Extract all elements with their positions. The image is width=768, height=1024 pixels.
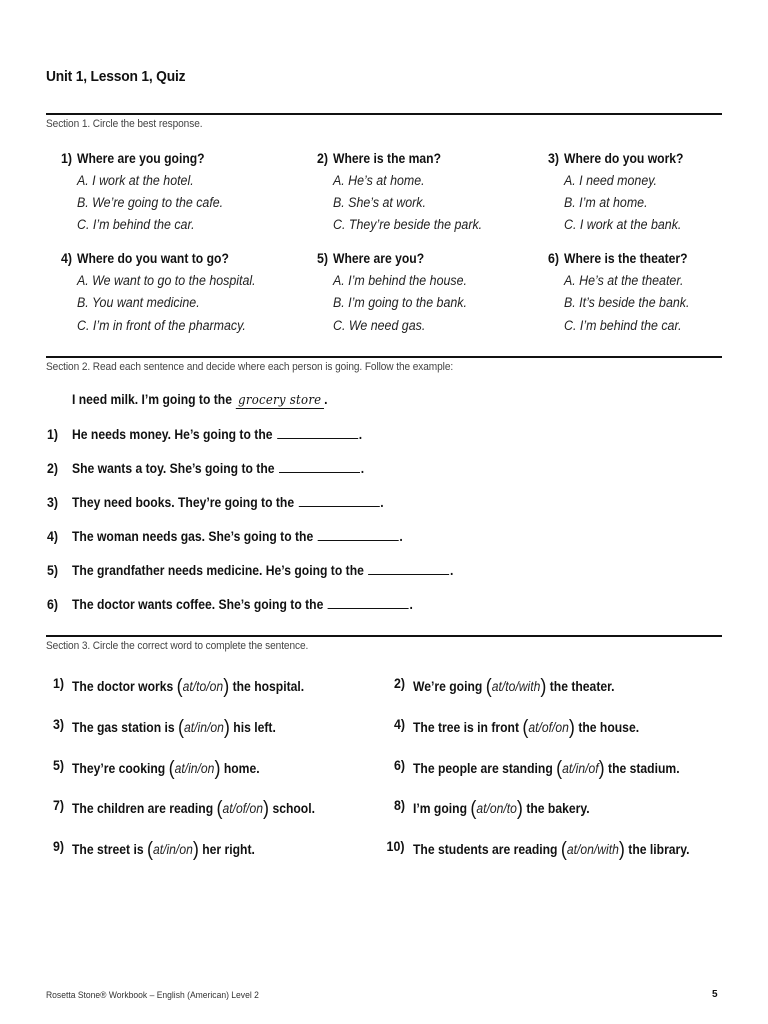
s3-before: The street is xyxy=(72,842,144,857)
s3-item-2: 2) We’re going (at/to/with) the theater. xyxy=(393,676,615,698)
word-choices[interactable]: at/on/to xyxy=(476,801,517,816)
s3-item-number: 9) xyxy=(52,839,64,854)
s3-item-number: 3) xyxy=(52,717,64,732)
s3-after: the stadium. xyxy=(608,761,680,776)
s2-item-number: 5) xyxy=(46,563,58,578)
s3-item-10: 10) The students are reading (at/on/with) the library. xyxy=(387,839,690,861)
s2-item-2 xyxy=(72,461,364,476)
s2-period: . xyxy=(450,563,454,578)
s2-item-number: 6) xyxy=(46,597,58,612)
s2-sentence: The doctor wants coffee. She’s going to the xyxy=(72,597,324,612)
word-choices[interactable]: at/in/on xyxy=(152,842,193,857)
option-c[interactable]: C. They’re beside the park. xyxy=(333,217,483,232)
title-divider xyxy=(46,113,722,115)
section2-divider xyxy=(46,635,722,637)
s3-item-number: 8) xyxy=(393,798,405,813)
s3-before: I’m going xyxy=(413,801,467,816)
s3-after: the theater. xyxy=(549,679,615,694)
option-b[interactable]: B. I’m at home. xyxy=(564,195,648,210)
option-b[interactable]: B. I’m going to the bank. xyxy=(333,295,467,310)
s3-before: They’re cooking xyxy=(72,761,166,776)
s3-before: The tree is in front xyxy=(413,720,519,735)
word-choices[interactable]: at/to/with xyxy=(491,679,541,694)
question-stem: Where are you? xyxy=(333,251,425,266)
example-answer: grocery store xyxy=(235,393,324,409)
s3-before: We’re going xyxy=(413,679,483,694)
s3-after: his left. xyxy=(233,720,276,735)
s3-item-number: 10) xyxy=(387,839,405,854)
option-c[interactable]: C. I work at the bank. xyxy=(564,217,682,232)
answer-blank[interactable] xyxy=(318,529,399,541)
s2-sentence: The grandfather needs medicine. He’s going to the xyxy=(72,563,364,578)
word-choices[interactable]: at/in/on xyxy=(174,761,215,776)
answer-blank[interactable] xyxy=(328,597,409,609)
section1-divider xyxy=(46,356,722,358)
s3-item-number: 6) xyxy=(393,758,405,773)
option-c[interactable]: C. I’m behind the car. xyxy=(77,217,195,232)
s3-item-5: 5) They’re cooking (at/in/on) home. xyxy=(52,758,260,780)
option-a[interactable]: A. He’s at home. xyxy=(333,173,425,188)
option-a[interactable]: A. I’m behind the house. xyxy=(333,273,467,288)
s3-after: the bakery. xyxy=(526,801,590,816)
option-a[interactable]: A. He’s at the theater. xyxy=(564,273,684,288)
example-sentence: I need milk. I’m going to the xyxy=(72,392,232,407)
question-stem: Where do you work? xyxy=(564,151,684,166)
s2-item-number: 3) xyxy=(46,495,58,510)
answer-blank[interactable] xyxy=(368,563,449,575)
s3-before: The students are reading xyxy=(413,842,558,857)
s3-item-7: 7) The children are reading (at/of/on) school. xyxy=(52,798,315,820)
question-number: 4) xyxy=(60,251,72,266)
s2-item-number: 2) xyxy=(46,461,58,476)
footer-text: Rosetta Stone® Workbook – English (American) Level 2 xyxy=(46,990,259,1000)
s2-sentence: He needs money. He’s going to the xyxy=(72,427,273,442)
section1-instructions: Section 1. Circle the best response. xyxy=(46,118,203,130)
word-choices[interactable]: at/in/of xyxy=(562,761,599,776)
question-number: 3) xyxy=(547,151,559,166)
s2-period: . xyxy=(409,597,413,612)
s3-item-8: 8) I’m going (at/on/to) the bakery. xyxy=(393,798,590,820)
s3-item-number: 2) xyxy=(393,676,405,691)
s2-item-number: 4) xyxy=(46,529,58,544)
answer-blank[interactable] xyxy=(298,495,379,507)
s3-before: The doctor works xyxy=(72,679,174,694)
word-choices[interactable]: at/to/on xyxy=(182,679,224,694)
word-choices[interactable]: at/in/on xyxy=(184,720,224,735)
s3-after: the house. xyxy=(578,720,640,735)
option-b[interactable]: B. She’s at work. xyxy=(333,195,426,210)
s3-before: The children are reading xyxy=(72,801,214,816)
s2-sentence: She wants a toy. She’s going to the xyxy=(72,461,275,476)
s3-item-3: 3) The gas station is (at/in/on) his left. xyxy=(52,717,276,739)
s2-example xyxy=(72,392,327,409)
s3-after: the hospital. xyxy=(232,679,305,694)
s3-item-4: 4) The tree is in front (at/of/on) the house. xyxy=(393,717,640,739)
question-number: 2) xyxy=(316,151,328,166)
s3-item-number: 5) xyxy=(52,758,64,773)
section3-instructions: Section 3. Circle the correct word to complete the sentence. xyxy=(46,640,309,652)
question-number: 1) xyxy=(60,151,72,166)
s3-item-number: 7) xyxy=(52,798,64,813)
s3-item-6: 6) The people are standing (at/in/of) the stadium. xyxy=(393,758,680,780)
option-a[interactable]: A. We want to go to the hospital. xyxy=(77,273,256,288)
word-choices[interactable]: at/on/with xyxy=(566,842,619,857)
example-period: . xyxy=(324,392,328,407)
question-stem: Where is the man? xyxy=(333,151,442,166)
s2-item-number: 1) xyxy=(46,427,58,442)
s3-after: her right. xyxy=(202,842,255,857)
option-c[interactable]: C. We need gas. xyxy=(333,318,426,333)
option-b[interactable]: B. We’re going to the cafe. xyxy=(77,195,224,210)
s3-after: school. xyxy=(272,801,315,816)
page-title: Unit 1, Lesson 1, Quiz xyxy=(46,68,186,85)
option-a[interactable]: A. I need money. xyxy=(564,173,657,188)
page-number: 5 xyxy=(712,989,718,1000)
s2-period: . xyxy=(399,529,403,544)
s2-item-5 xyxy=(72,563,453,578)
s2-sentence: They need books. They’re going to the xyxy=(72,495,295,510)
s2-item-6 xyxy=(72,597,413,612)
s3-before: The gas station is xyxy=(72,720,175,735)
option-a[interactable]: A. I work at the hotel. xyxy=(77,173,194,188)
s2-item-4 xyxy=(72,529,403,544)
option-b[interactable]: B. It’s beside the bank. xyxy=(564,295,690,310)
answer-blank[interactable] xyxy=(279,461,360,473)
section2-instructions: Section 2. Read each sentence and decide where each person is going. Follow the example: xyxy=(46,361,454,373)
s3-before: The people are standing xyxy=(413,761,553,776)
s3-item-9: 9) The street is (at/in/on) her right. xyxy=(52,839,255,861)
s2-sentence: The woman needs gas. She’s going to the xyxy=(72,529,314,544)
answer-blank[interactable] xyxy=(277,427,358,439)
question-number: 5) xyxy=(316,251,328,266)
word-choices[interactable]: at/of/on xyxy=(528,720,569,735)
question-stem: Where is the theater? xyxy=(564,251,688,266)
question-stem: Where do you want to go? xyxy=(77,251,229,266)
question-stem: Where are you going? xyxy=(77,151,205,166)
word-choices[interactable]: at/of/on xyxy=(222,801,264,816)
option-c[interactable]: C. I’m behind the car. xyxy=(564,318,682,333)
s3-after: the library. xyxy=(628,842,690,857)
s3-item-number: 4) xyxy=(393,717,405,732)
option-b[interactable]: B. You want medicine. xyxy=(77,295,200,310)
s3-item-1: 1) The doctor works (at/to/on) the hospital. xyxy=(52,676,305,698)
s2-period: . xyxy=(380,495,384,510)
s2-item-3 xyxy=(72,495,384,510)
s2-period: . xyxy=(360,461,365,476)
s3-item-number: 1) xyxy=(52,676,64,691)
s3-after: home. xyxy=(223,761,260,776)
question-number: 6) xyxy=(547,251,559,266)
option-c[interactable]: C. I’m in front of the pharmacy. xyxy=(77,318,246,333)
s2-item-1 xyxy=(72,427,362,442)
s2-period: . xyxy=(358,427,363,442)
